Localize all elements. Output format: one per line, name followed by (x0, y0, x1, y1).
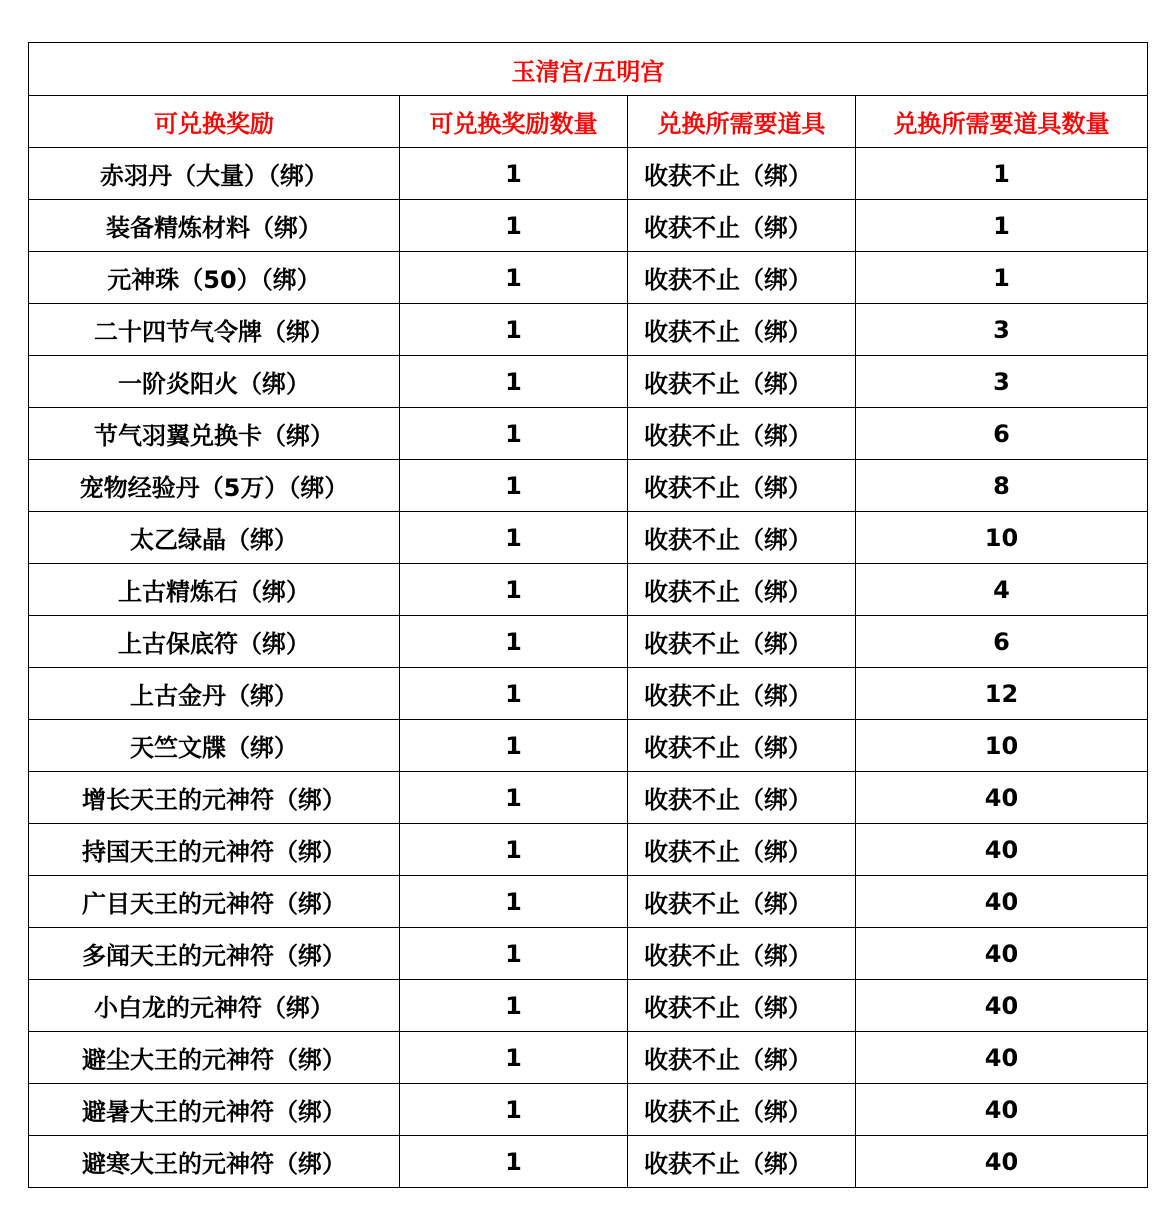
cell-reward-quantity: 1 (400, 252, 628, 304)
cell-reward: 上古保底符（绑） (29, 616, 400, 668)
cell-required-item: 收获不止（绑） (628, 564, 856, 616)
table-row (29, 824, 1148, 876)
column-header-reward: 可兑换奖励 (29, 96, 400, 148)
cell-required-item: 收获不止（绑） (628, 1032, 856, 1084)
cell-reward-quantity: 1 (400, 616, 628, 668)
cell-required-quantity: 6 (856, 408, 1148, 460)
cell-reward: 避暑大王的元神符（绑） (29, 1084, 400, 1136)
column-header-required-item: 兑换所需要道具 (628, 96, 856, 148)
table-row (29, 720, 1148, 772)
cell-reward-quantity: 1 (400, 824, 628, 876)
table-row (29, 564, 1148, 616)
cell-reward: 小白龙的元神符（绑） (29, 980, 400, 1032)
cell-reward: 上古金丹（绑） (29, 668, 400, 720)
cell-required-quantity: 1 (856, 200, 1148, 252)
cell-required-item: 收获不止（绑） (628, 356, 856, 408)
cell-required-quantity: 40 (856, 824, 1148, 876)
cell-required-item: 收获不止（绑） (628, 980, 856, 1032)
cell-required-item: 收获不止（绑） (628, 148, 856, 200)
cell-required-item: 收获不止（绑） (628, 928, 856, 980)
cell-reward: 持国天王的元神符（绑） (29, 824, 400, 876)
column-header-row (29, 96, 1148, 148)
cell-required-quantity: 10 (856, 720, 1148, 772)
cell-required-item: 收获不止（绑） (628, 1084, 856, 1136)
table-row (29, 616, 1148, 668)
cell-required-item: 收获不止（绑） (628, 304, 856, 356)
cell-reward-quantity: 1 (400, 356, 628, 408)
cell-reward: 上古精炼石（绑） (29, 564, 400, 616)
table-row (29, 252, 1148, 304)
cell-required-quantity: 3 (856, 304, 1148, 356)
cell-required-quantity: 1 (856, 148, 1148, 200)
cell-reward: 装备精炼材料（绑） (29, 200, 400, 252)
cell-required-item: 收获不止（绑） (628, 616, 856, 668)
cell-reward: 节气羽翼兑换卡（绑） (29, 408, 400, 460)
cell-required-item: 收获不止（绑） (628, 200, 856, 252)
cell-required-quantity: 40 (856, 772, 1148, 824)
cell-required-item: 收获不止（绑） (628, 772, 856, 824)
table-row (29, 304, 1148, 356)
table-row (29, 148, 1148, 200)
cell-required-quantity: 8 (856, 460, 1148, 512)
cell-reward-quantity: 1 (400, 876, 628, 928)
cell-reward-quantity: 1 (400, 200, 628, 252)
cell-reward-quantity: 1 (400, 772, 628, 824)
table-body (29, 148, 1148, 1188)
table-row (29, 1136, 1148, 1188)
cell-reward-quantity: 1 (400, 408, 628, 460)
cell-reward-quantity: 1 (400, 1136, 628, 1188)
cell-reward-quantity: 1 (400, 148, 628, 200)
cell-reward: 元神珠（50）（绑） (29, 252, 400, 304)
cell-reward: 广目天王的元神符（绑） (29, 876, 400, 928)
table-row (29, 1032, 1148, 1084)
table-row (29, 512, 1148, 564)
cell-required-quantity: 1 (856, 252, 1148, 304)
table-row (29, 668, 1148, 720)
cell-reward-quantity: 1 (400, 720, 628, 772)
cell-required-quantity: 3 (856, 356, 1148, 408)
cell-required-quantity: 40 (856, 1084, 1148, 1136)
cell-reward: 赤羽丹（大量）（绑） (29, 148, 400, 200)
table-row (29, 980, 1148, 1032)
cell-reward: 避寒大王的元神符（绑） (29, 1136, 400, 1188)
cell-reward: 太乙绿晶（绑） (29, 512, 400, 564)
table-row (29, 876, 1148, 928)
column-header-required-quantity: 兑换所需要道具数量 (856, 96, 1148, 148)
table-title: 玉清宫/五明宫 (29, 43, 1148, 96)
cell-reward: 增长天王的元神符（绑） (29, 772, 400, 824)
cell-required-quantity: 40 (856, 1032, 1148, 1084)
cell-required-quantity: 12 (856, 668, 1148, 720)
cell-reward: 多闻天王的元神符（绑） (29, 928, 400, 980)
cell-reward-quantity: 1 (400, 668, 628, 720)
cell-reward: 避尘大王的元神符（绑） (29, 1032, 400, 1084)
cell-required-quantity: 40 (856, 876, 1148, 928)
cell-reward-quantity: 1 (400, 512, 628, 564)
table-row (29, 460, 1148, 512)
cell-reward-quantity: 1 (400, 1084, 628, 1136)
cell-reward-quantity: 1 (400, 1032, 628, 1084)
table-row (29, 772, 1148, 824)
cell-reward: 天竺文牒（绑） (29, 720, 400, 772)
table-row (29, 356, 1148, 408)
cell-required-item: 收获不止（绑） (628, 720, 856, 772)
cell-required-quantity: 4 (856, 564, 1148, 616)
cell-required-quantity: 40 (856, 1136, 1148, 1188)
cell-reward-quantity: 1 (400, 460, 628, 512)
cell-reward-quantity: 1 (400, 928, 628, 980)
cell-reward: 宠物经验丹（5万）（绑） (29, 460, 400, 512)
cell-reward-quantity: 1 (400, 980, 628, 1032)
cell-required-item: 收获不止（绑） (628, 1136, 856, 1188)
cell-required-item: 收获不止（绑） (628, 252, 856, 304)
table-title-row (29, 43, 1148, 96)
table-row (29, 200, 1148, 252)
cell-required-item: 收获不止（绑） (628, 512, 856, 564)
cell-required-quantity: 6 (856, 616, 1148, 668)
table-row (29, 408, 1148, 460)
cell-required-item: 收获不止（绑） (628, 408, 856, 460)
table-row (29, 1084, 1148, 1136)
cell-required-quantity: 40 (856, 980, 1148, 1032)
cell-required-item: 收获不止（绑） (628, 460, 856, 512)
cell-required-quantity: 40 (856, 928, 1148, 980)
cell-required-item: 收获不止（绑） (628, 668, 856, 720)
column-header-reward-quantity: 可兑换奖励数量 (400, 96, 628, 148)
cell-required-quantity: 10 (856, 512, 1148, 564)
cell-reward: 二十四节气令牌（绑） (29, 304, 400, 356)
cell-required-item: 收获不止（绑） (628, 824, 856, 876)
cell-reward-quantity: 1 (400, 564, 628, 616)
cell-reward: 一阶炎阳火（绑） (29, 356, 400, 408)
exchange-sheet (28, 42, 1147, 1188)
cell-required-item: 收获不止（绑） (628, 876, 856, 928)
table-row (29, 928, 1148, 980)
exchange-table (28, 42, 1148, 1188)
cell-reward-quantity: 1 (400, 304, 628, 356)
